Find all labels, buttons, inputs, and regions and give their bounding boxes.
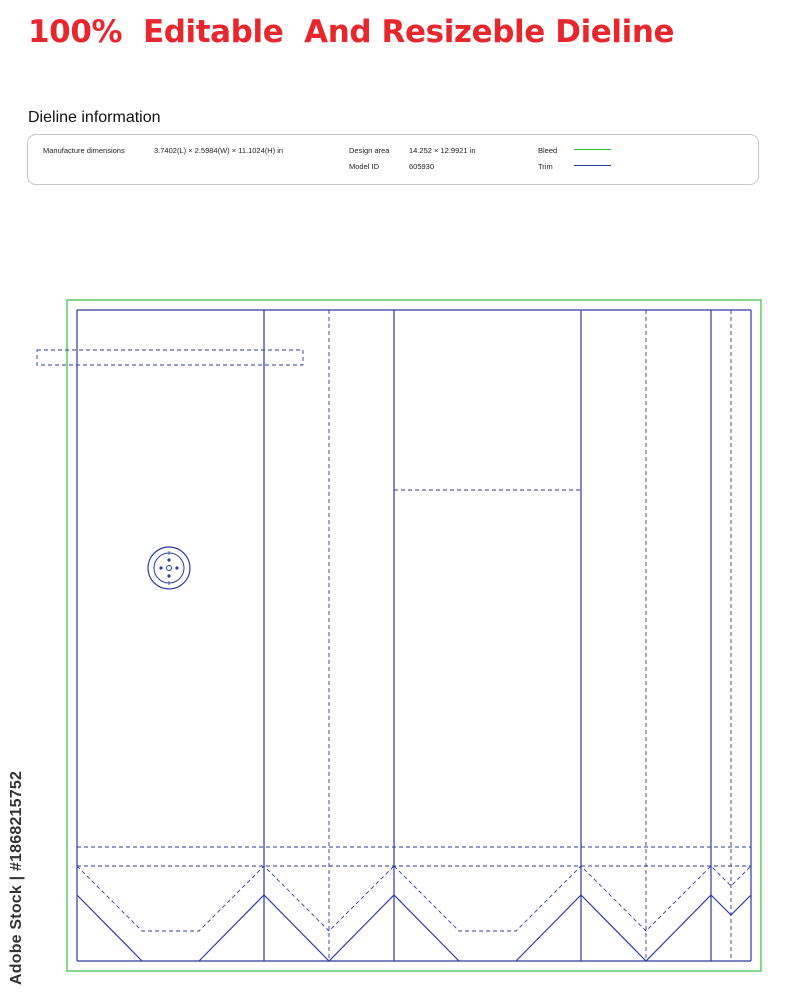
- valve-vent-hole: [167, 574, 170, 577]
- model-id-value: 605930: [409, 162, 435, 171]
- fold-line: [394, 866, 751, 931]
- trim-layer: [77, 310, 751, 961]
- valve-inner-ring: [154, 553, 184, 583]
- headline: 100% Editable And Resizeble Dieline: [28, 14, 675, 50]
- valve-icon: [148, 547, 190, 589]
- model-id-label: Model ID: [349, 162, 380, 171]
- stock-watermark: Adobe Stock | #1868215752: [8, 770, 25, 985]
- bleed-outline: [67, 300, 761, 971]
- valve-vent-hole: [159, 566, 162, 569]
- fold-line: [77, 866, 394, 931]
- legend-trim-label: Trim: [538, 162, 553, 171]
- design-area-label: Design area: [349, 146, 390, 155]
- trim-line: [77, 895, 142, 961]
- design-area-value: 14.252 × 12.9921 in: [409, 146, 476, 155]
- valve-vent-hole: [175, 566, 178, 569]
- manufacture-dimensions-label: Manufacture dimensions: [43, 146, 125, 155]
- section-title: Dieline information: [28, 109, 161, 126]
- trim-line: [516, 895, 751, 961]
- manufacture-dimensions-value: 3.7402(L) × 2.5984(W) × 11.1024(H) in: [154, 146, 284, 155]
- valve-vent-hole: [167, 558, 170, 561]
- bleed-layer: [67, 300, 761, 971]
- legend-bleed-label: Bleed: [538, 146, 558, 155]
- valve-center: [167, 566, 172, 571]
